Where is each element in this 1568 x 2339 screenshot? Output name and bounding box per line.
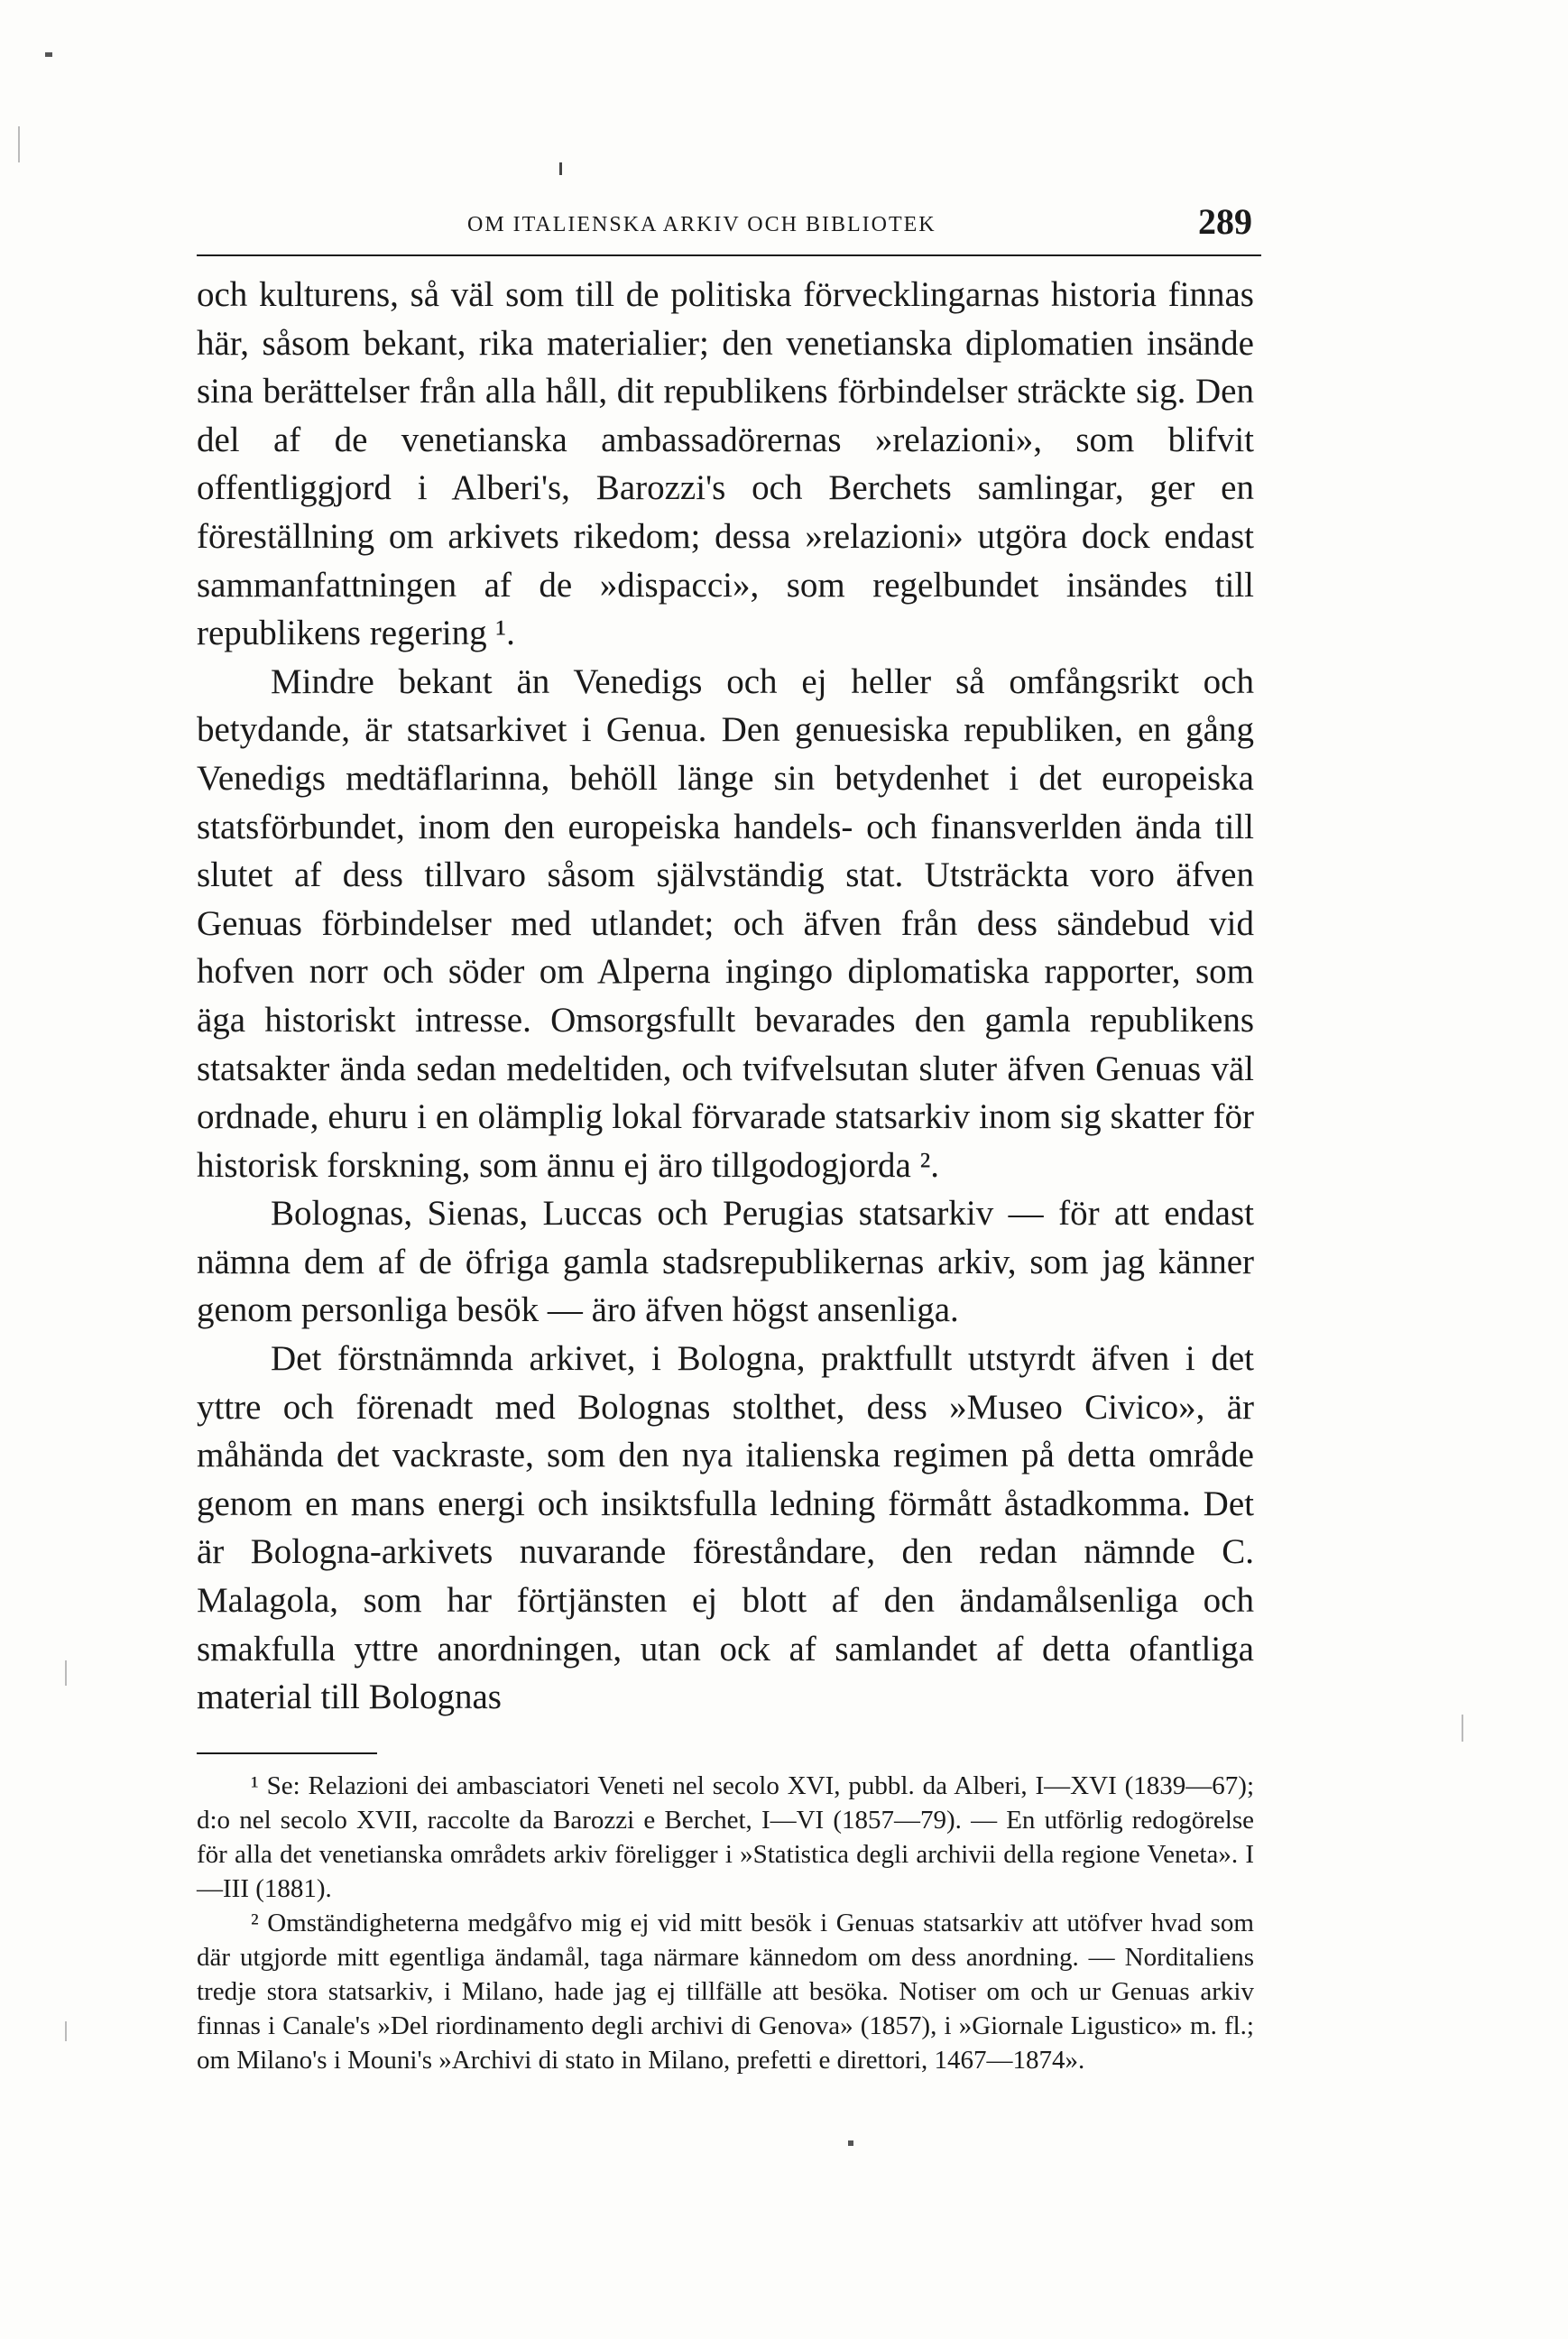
header-rule [197,254,1261,256]
footnote-rule [197,1752,377,1754]
paragraph-2: Mindre bekant än Venedigs och ej heller så omfångsrikt och betydande, är statsarkivet i Genua. Den genuesiska republiken, en gång Venedigs medtäflarinna, behöll länge sin betydenhet i det europeiska statsförbundet, inom den europeiska handels- och finansverlden ända till slutet af dess tillvaro såsom självständig stat. Utsträckta voro äfven Genuas förbindelser med utlandet; och äfven från dess sändebud vid hofven norr och söder om Alperna ingingo diplomatiska rapporter, som äga historiskt intresse. Omsorgsfullt bevarades den gamla republikens statsakter ända sedan medeltiden, och tvifvelsutan sluter äfven Genuas väl ordnade, ehuru i en olämplig lokal förvarade statsarkiv inom sig skatter för historisk forskning, som ännu ej äro tillgodogjorda ². [197,661,1254,1185]
footnote-2: ² Omständigheterna medgåfvo mig ej vid mitt besök i Genuas statsarkiv att utöfver hvad som där utgjorde mitt egentliga ändamål, taga närmare kännedom om dess anordning. — Norditaliens tredje stora statsarkiv, i Milano, hade jag ej tillfälle att besöka. Notiser om och ur Genuas arkiv finnas i Canale's »Del riordinamento degli archivi di Genova» (1857), i »Giornale Ligustico» m. fl.; om Milano's i Mouni's »Archivi di stato in Milano, prefetti e direttori, 1467—1874». [197,1909,1254,2075]
paragraph-4: Det förstnämnda arkivet, i Bologna, praktfullt utstyrdt äfven i det yttre och förenadt med Bolognas stolthet, dess »Museo Civico», är måhända det vackraste, som den nya italienska regimen på detta område genom en mans energi och insiktsfulla ledning förmått åstadkomma. Det är Bologna-arkivets nuvarande föreståndare, den redan nämnde C. Malagola, som har förtjänsten ej blott af den ändamålsenliga och smakfulla yttre anordningen, utan ock af samlandet af detta ofantliga material till Bolognas [197,1339,1254,1717]
paragraph-1: och kulturens, så väl som till de politiska förvecklingarnas historia finnas här, såsom bekant, rika materialier; den venetianska diplomatien insände sina berättelser från alla håll, dit republikens förbindelser sträckte sig. Den del af de venetianska ambassadörernas »relazioni», som blifvit offentliggjord i Alberi's, Barozzi's och Berchets samlingar, ger en föreställning om arkivets rikedom; dessa »relazioni» utgöra dock endast sammanfattningen af de »dispacci», som regelbundet insändes till republikens regering ¹. [197,275,1254,653]
main-text [197,271,1254,1722]
page-header [197,197,1252,251]
running-title: OM ITALIENSKA ARKIV OCH BIBLIOTEK [467,213,936,236]
page-number: 289 [1198,201,1252,242]
footnote-1: ¹ Se: Relazioni dei ambasciatori Veneti nel secolo XVI, pubbl. da Alberi, I—XVI (1839—67); d:o nel secolo XVII, raccolte da Barozzi e Berchet, I—VI (1857—79). — En utförlig redogörelse för alla det venetianska områdets arkiv föreligger i »Statistica degli archivii della regione Veneta». I—III (1881). [197,1771,1254,1903]
paragraph-3: Bolognas, Sienas, Luccas och Perugias statsarkiv — för att endast nämna dem af de öfriga gamla stadsrepublikernas arkiv, som jag känner genom personliga besök — äro äfven högst ansenliga. [197,1194,1254,1330]
footnotes [197,1769,1254,2077]
